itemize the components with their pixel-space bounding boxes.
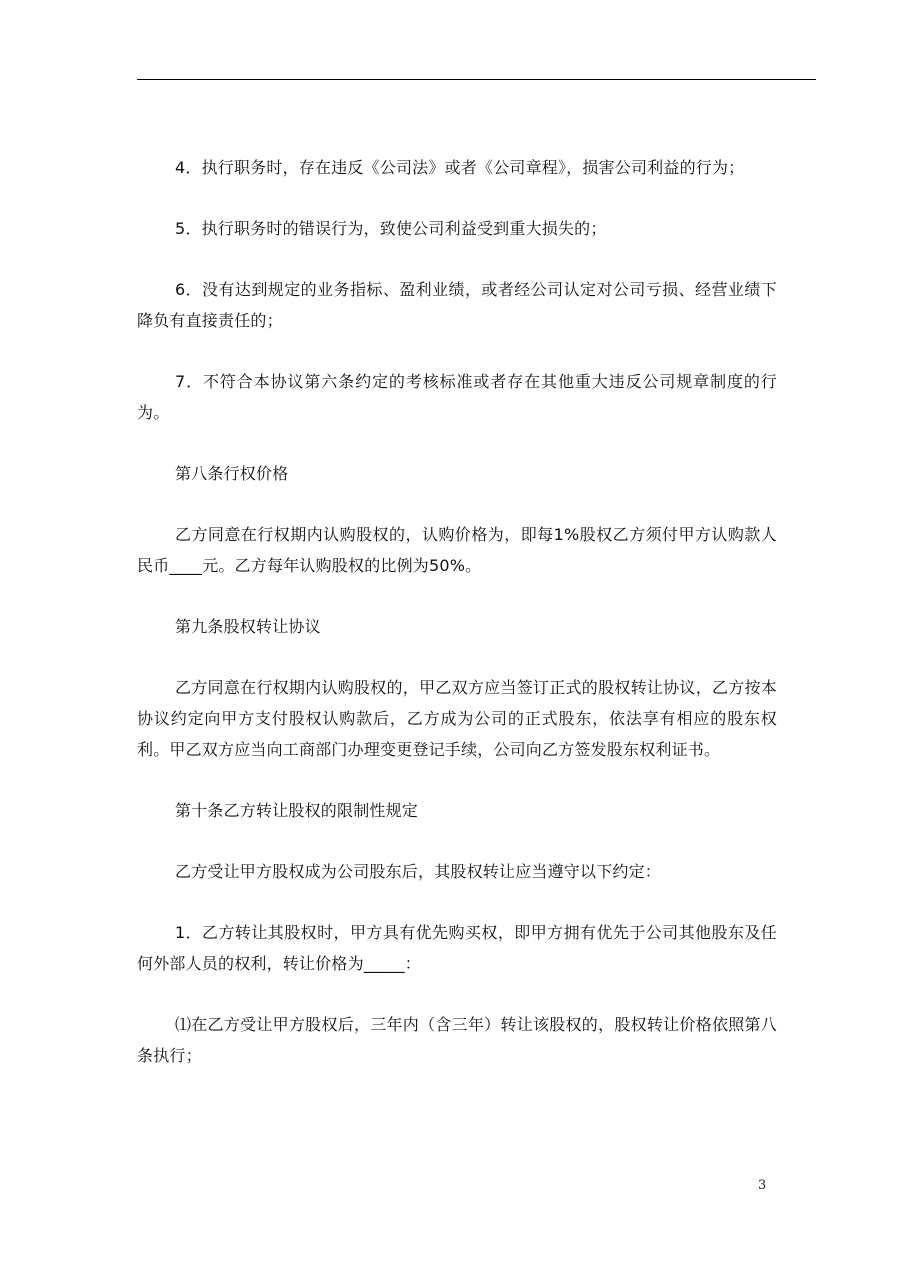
article-9-text: 乙方同意在行权期内认购股权的，甲乙双方应当签订正式的股权转让协议，乙方按本协议约定向甲方支付股权认购款后，乙方成为公司的正式股东，依法享有相应的股东权利。甲乙双方应当向工商部门办理变更登记手续，公司向乙方签发股东权利证书。: [137, 678, 777, 759]
article-10-item-1-sub-1: ⑴在乙方受让甲方股权后，三年内（含三年）转让该股权的，股权转让价格依照第八条执行；: [137, 1015, 777, 1065]
article-9-heading: 第九条股权转让协议: [175, 617, 321, 636]
clause-7: 7．不符合本协议第六条约定的考核标准或者存在其他重大违反公司规章制度的行为。: [137, 372, 777, 422]
article-10-heading: 第十条乙方转让股权的限制性规定: [175, 801, 419, 820]
header-rule: [137, 79, 816, 80]
document-body: [137, 152, 777, 1101]
clause-4: 4．执行职务时，存在违反《公司法》或者《公司章程》，损害公司利益的行为；: [175, 158, 745, 177]
article-8-text: 乙方同意在行权期内认购股权的，认购价格为，即每1%股权乙方须付甲方认购款人民币____元。乙方每年认购股权的比例为50%。: [137, 525, 777, 575]
page-number: 3: [758, 1178, 767, 1193]
article-10-intro: 乙方受让甲方股权成为公司股东后，其股权转让应当遵守以下约定：: [175, 862, 662, 881]
clause-5: 5．执行职务时的错误行为，致使公司利益受到重大损失的；: [175, 219, 607, 238]
article-8-heading: 第八条行权价格: [175, 464, 289, 483]
clause-6: 6．没有达到规定的业务指标、盈利业绩，或者经公司认定对公司亏损、经营业绩下降负有直接责任的；: [137, 280, 777, 330]
article-10-item-1: 1．乙方转让其股权时，甲方具有优先购买权，即甲方拥有优先于公司其他股东及任何外部人员的权利，转让价格为_____：: [137, 923, 777, 973]
